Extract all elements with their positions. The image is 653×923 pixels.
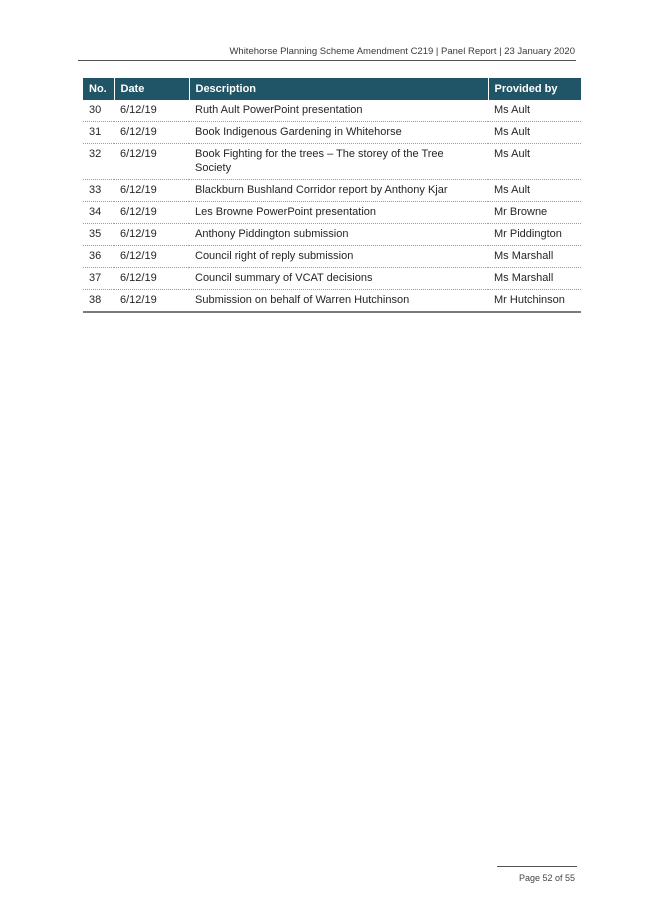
cell-provided-by: Ms Ault [488, 100, 581, 122]
cell-provided-by: Ms Ault [488, 180, 581, 202]
cell-description: Les Browne PowerPoint presentation [189, 202, 488, 224]
header-rule [78, 60, 576, 61]
table-row [83, 122, 581, 144]
cell-date: 6/12/19 [114, 246, 189, 268]
page-number: Page 52 of 55 [518, 873, 575, 883]
table-row [83, 246, 581, 268]
cell-date: 6/12/19 [114, 224, 189, 246]
cell-provided-by: Ms Ault [488, 122, 581, 144]
table-row [83, 202, 581, 224]
cell-date: 6/12/19 [114, 268, 189, 290]
table-row [83, 290, 581, 313]
cell-date: 6/12/19 [114, 100, 189, 122]
cell-date: 6/12/19 [114, 202, 189, 224]
cell-date: 6/12/19 [114, 290, 189, 313]
cell-description: Blackburn Bushland Corridor report by Anthony Kjar [189, 180, 488, 202]
footer-rule [497, 866, 577, 867]
table-row [83, 268, 581, 290]
cell-provided-by: Ms Ault [488, 144, 581, 180]
cell-description: Submission on behalf of Warren Hutchinson [189, 290, 488, 313]
cell-description: Anthony Piddington submission [189, 224, 488, 246]
table-row [83, 180, 581, 202]
table-row [83, 100, 581, 122]
cell-no: 33 [83, 180, 114, 202]
cell-no: 30 [83, 100, 114, 122]
cell-date: 6/12/19 [114, 144, 189, 180]
cell-description: Book Fighting for the trees – The storey of the Tree Society [189, 144, 488, 180]
cell-no: 34 [83, 202, 114, 224]
cell-provided-by: Ms Marshall [488, 246, 581, 268]
cell-description: Council right of reply submission [189, 246, 488, 268]
cell-description: Ruth Ault PowerPoint presentation [189, 100, 488, 122]
cell-provided-by: Mr Piddington [488, 224, 581, 246]
cell-date: 6/12/19 [114, 122, 189, 144]
document-list-table [83, 78, 581, 313]
column-header-provided-by: Provided by [488, 78, 581, 100]
cell-provided-by: Mr Hutchinson [488, 290, 581, 313]
column-header-no: No. [83, 78, 114, 100]
table-row [83, 224, 581, 246]
cell-provided-by: Mr Browne [488, 202, 581, 224]
cell-no: 37 [83, 268, 114, 290]
cell-description: Book Indigenous Gardening in Whitehorse [189, 122, 488, 144]
cell-no: 36 [83, 246, 114, 268]
table-header-row [83, 78, 581, 100]
cell-provided-by: Ms Marshall [488, 268, 581, 290]
running-header: Whitehorse Planning Scheme Amendment C219 | Panel Report | 23 January 2020 [229, 46, 575, 57]
cell-no: 31 [83, 122, 114, 144]
cell-no: 35 [83, 224, 114, 246]
cell-no: 38 [83, 290, 114, 313]
column-header-description: Description [189, 78, 488, 100]
column-header-date: Date [114, 78, 189, 100]
cell-description: Council summary of VCAT decisions [189, 268, 488, 290]
cell-no: 32 [83, 144, 114, 180]
cell-date: 6/12/19 [114, 180, 189, 202]
table-row [83, 144, 581, 180]
